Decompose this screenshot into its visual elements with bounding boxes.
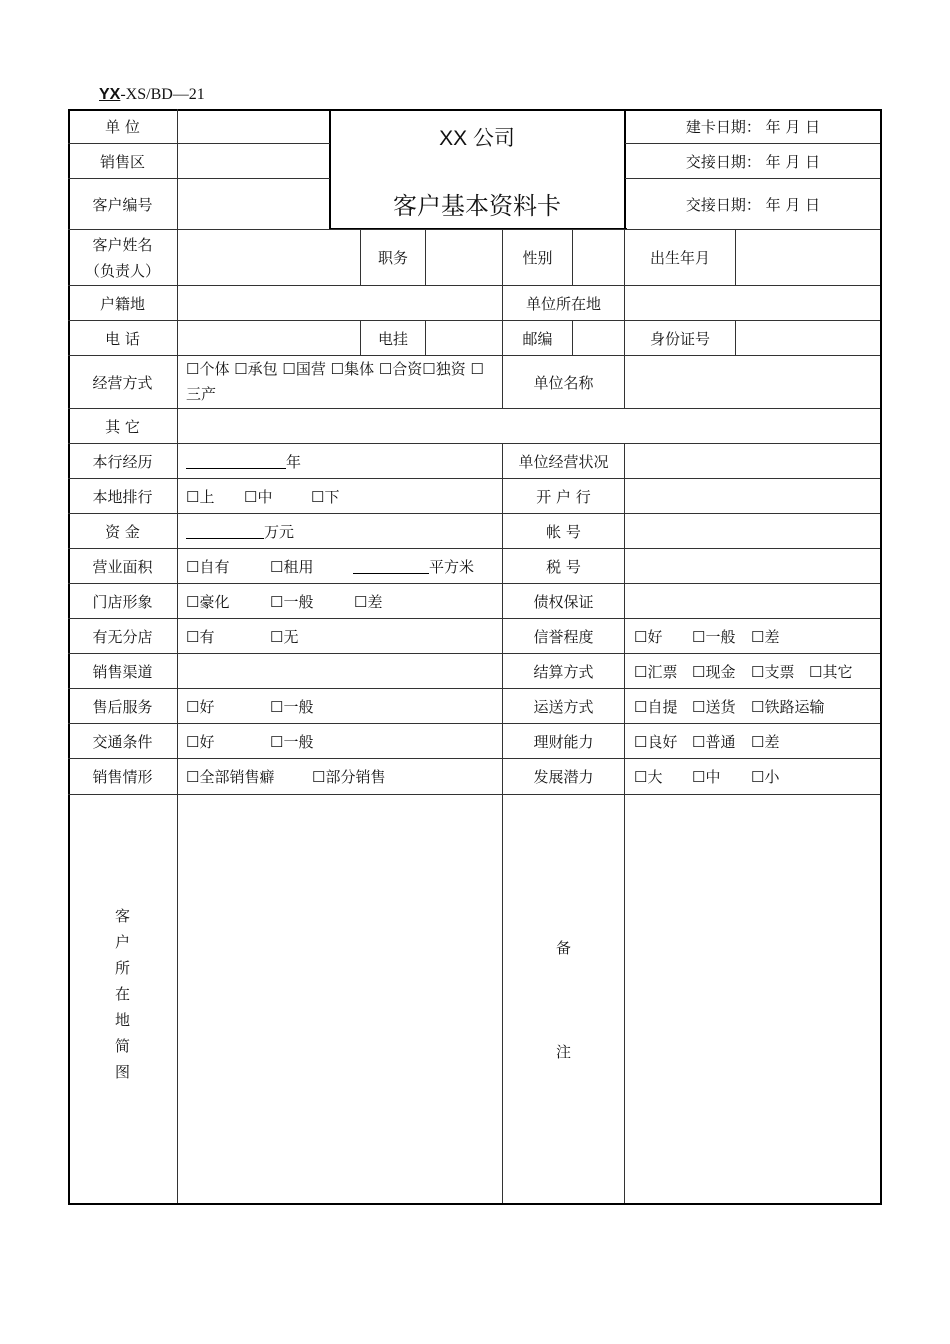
label-potential: 发展潜力 — [533, 768, 594, 786]
label-customer-no: 客户编号 — [92, 195, 153, 214]
label-reputation: 信誉程度 — [533, 627, 594, 646]
finance-options[interactable] — [634, 724, 878, 758]
label-finance: 理财能力 — [533, 732, 594, 751]
business-mode-options[interactable]: ☐个体 ☐承包 ☐国营 ☐集体 ☐合资☐独资 ☐三产 — [186, 360, 484, 403]
label-position: 职务 — [377, 249, 408, 267]
handover-date-1: 交接日期： 年 月 日 — [685, 152, 821, 171]
checkbox-option[interactable]: ☐自有 — [186, 557, 230, 576]
sales-situation-options[interactable] — [186, 759, 496, 794]
label-unit-address: 单位所在地 — [525, 294, 601, 313]
checkbox-option[interactable]: ☐一般 — [692, 627, 736, 646]
label-credit-guarantee: 债权保证 — [533, 592, 594, 611]
checkbox-option[interactable]: ☐小 — [751, 768, 780, 786]
map-label-char: 客 — [114, 907, 130, 925]
store-image-options[interactable] — [186, 584, 496, 618]
checkbox-option[interactable]: ☐好 — [186, 697, 215, 716]
label-local-rank: 本地排行 — [92, 487, 153, 506]
label-household: 户籍地 — [99, 294, 145, 313]
area-suffix: 平方米 — [429, 557, 475, 576]
label-pager: 电挂 — [377, 329, 408, 348]
grid-line — [68, 229, 880, 230]
label-experience: 本行经历 — [92, 452, 153, 471]
blank-line[interactable] — [186, 454, 286, 469]
label-phone: 电 话 — [105, 329, 140, 348]
checkbox-option[interactable]: ☐现金 — [692, 662, 736, 681]
checkbox-option[interactable]: ☐一般 — [270, 732, 314, 751]
reputation-options[interactable] — [634, 619, 878, 653]
label-gender: 性别 — [522, 249, 553, 267]
shipping-options[interactable] — [634, 689, 878, 723]
checkbox-option[interactable]: ☐全部销售癖 — [186, 768, 275, 786]
label-customer-name — [68, 230, 177, 285]
label-unit-status: 单位经营状况 — [518, 452, 609, 471]
label-remarks-1: 备 — [555, 938, 571, 957]
code-prefix: YX — [99, 86, 121, 103]
checkbox-option[interactable]: ☐自提 — [634, 697, 678, 716]
checkbox-option[interactable]: ☐一般 — [270, 697, 314, 716]
document-code — [99, 86, 205, 104]
rank-options[interactable] — [186, 479, 496, 513]
company-name: XX 公司 — [439, 127, 515, 150]
checkbox-option[interactable]: ☐有 — [186, 627, 215, 646]
checkbox-option[interactable]: ☐上 — [186, 487, 215, 506]
checkbox-option[interactable]: ☐差 — [354, 592, 383, 611]
checkbox-option[interactable]: ☐送货 — [692, 697, 736, 716]
label-location-map — [68, 903, 177, 1085]
after-sales-options[interactable] — [186, 689, 496, 723]
checkbox-option[interactable]: ☐下 — [311, 487, 340, 506]
capital-suffix: 万元 — [264, 522, 295, 541]
map-label-char: 图 — [114, 1063, 130, 1081]
grid-line — [572, 229, 573, 285]
map-label-char: 所 — [114, 959, 130, 977]
label-sales-area: 销售区 — [99, 152, 145, 171]
code-rest: -XS/BD—21 — [120, 86, 205, 103]
page-title: 客户基本资料卡 — [393, 191, 561, 220]
label-sales-channel: 销售渠道 — [92, 662, 153, 681]
customer-info-card — [68, 109, 882, 1205]
location-map-area[interactable] — [178, 795, 502, 1201]
remarks-area[interactable] — [625, 795, 878, 1201]
label-traffic: 交通条件 — [92, 732, 153, 751]
grid-line — [177, 109, 178, 229]
settlement-options[interactable] — [634, 654, 878, 688]
checkbox-option[interactable]: ☐好 — [634, 627, 663, 646]
grid-line — [572, 320, 573, 355]
checkbox-option[interactable]: ☐无 — [270, 627, 299, 646]
traffic-options[interactable] — [186, 724, 496, 758]
area-options[interactable] — [186, 549, 501, 583]
checkbox-option[interactable]: ☐租用 — [270, 557, 314, 576]
checkbox-option[interactable]: ☐其它 — [809, 662, 853, 681]
checkbox-option[interactable]: ☐部分销售 — [312, 768, 386, 786]
label-birth: 出生年月 — [649, 249, 710, 267]
map-label-char: 简 — [114, 1037, 130, 1055]
branch-options[interactable] — [186, 619, 496, 653]
grid-line — [68, 285, 880, 286]
label-other: 其 它 — [105, 417, 140, 436]
grid-line — [68, 320, 880, 321]
label-after-sales: 售后服务 — [92, 697, 153, 716]
card-date: 建卡日期： 年 月 日 — [685, 117, 821, 136]
checkbox-option[interactable]: ☐一般 — [270, 592, 314, 611]
label-postcode: 邮编 — [522, 329, 553, 348]
map-label-char: 户 — [114, 933, 130, 951]
label-bank: 开 户 行 — [536, 487, 591, 506]
label-customer-name-line2: （负责人） — [84, 261, 160, 280]
checkbox-option[interactable]: ☐中 — [244, 487, 273, 506]
grid-line — [425, 320, 426, 355]
grid-line — [425, 229, 426, 285]
checkbox-option[interactable]: ☐中 — [692, 768, 721, 786]
label-shipping: 运送方式 — [533, 697, 594, 716]
label-capital: 资 金 — [105, 522, 140, 541]
handover-date-2: 交接日期： 年 月 日 — [685, 195, 821, 214]
label-store-image: 门店形象 — [92, 592, 153, 611]
checkbox-option[interactable]: ☐支票 — [751, 662, 795, 681]
experience-suffix: 年 — [286, 452, 302, 471]
label-id-number: 身份证号 — [649, 329, 710, 348]
map-label-char: 地 — [114, 1011, 130, 1029]
label-sales-situation: 销售情形 — [92, 768, 153, 786]
checkbox-option[interactable]: ☐差 — [751, 732, 780, 751]
checkbox-option[interactable]: ☐良好 — [634, 732, 678, 751]
potential-options[interactable] — [634, 759, 878, 794]
label-unit-name: 单位名称 — [533, 373, 594, 392]
checkbox-option[interactable]: ☐豪化 — [186, 592, 230, 611]
checkbox-option[interactable]: ☐大 — [634, 768, 663, 786]
label-settlement: 结算方式 — [533, 662, 594, 681]
label-tax-no: 税 号 — [546, 557, 581, 576]
experience-field[interactable] — [186, 444, 496, 478]
checkbox-option[interactable]: ☐好 — [186, 732, 215, 751]
label-account: 帐 号 — [546, 522, 581, 541]
checkbox-option[interactable]: ☐汇票 — [634, 662, 678, 681]
label-business-area: 营业面积 — [92, 557, 153, 576]
grid-line — [735, 320, 736, 355]
checkbox-option[interactable]: ☐差 — [751, 627, 780, 646]
blank-line[interactable] — [186, 524, 264, 539]
checkbox-option[interactable]: ☐铁路运输 — [751, 697, 825, 716]
label-unit: 单 位 — [105, 117, 140, 136]
grid-line — [68, 408, 880, 409]
map-label-char: 在 — [114, 985, 130, 1003]
blank-line[interactable] — [353, 559, 429, 574]
label-customer-name-line1: 客户姓名 — [92, 235, 153, 254]
checkbox-option[interactable]: ☐普通 — [692, 732, 736, 751]
capital-field[interactable] — [186, 514, 496, 548]
label-remarks-2: 注 — [555, 1042, 571, 1061]
label-business-mode: 经营方式 — [92, 373, 153, 392]
label-branches: 有无分店 — [92, 627, 153, 646]
grid-line — [735, 229, 736, 285]
